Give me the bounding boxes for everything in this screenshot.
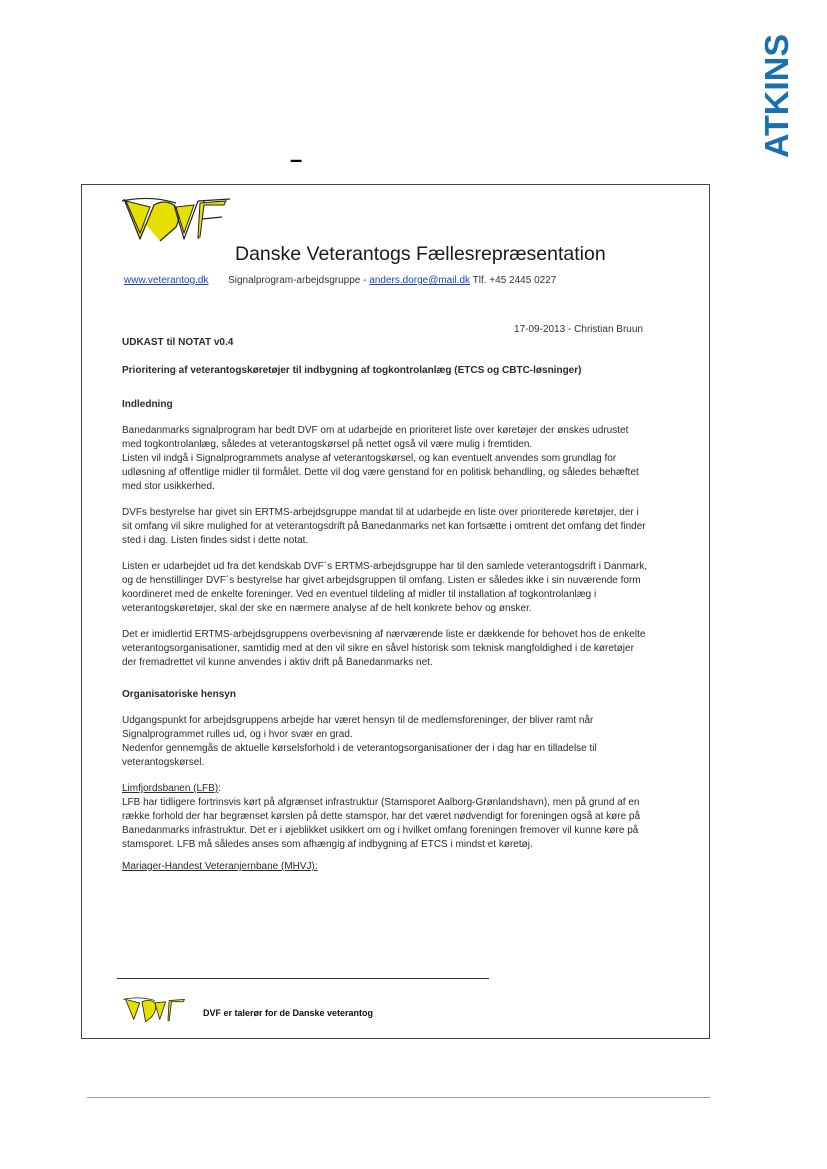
lfb-paragraph: LFB har tidligere fortrinsvis kørt på afgrænset infrastruktur (Stamsporet Aalborg-Grønlandshavn), men på grund af en række forhold der har begrænset kørslen på dette stamspor, har det været nødvendigt for foreningen også at køre på Banedanmarks infrastruktur. Det er i øjeblikket usikkert om og i hvilket omfang foreningen fremover vil kunne køre på stamsporet. LFB må således anses som afhængig af indbygning af ETCS i mindst et køretøj. (122, 797, 641, 850)
document-body (122, 336, 650, 874)
intro-paragraph-3: DVFs bestyrelse har givet sin ERTMS-arbejdsgruppe mandat til at udarbejde en liste over prioriterede køretøjer, der i sit omfang vil sikre mulighed for at veterantogsdrift på Banedanmarks net kan fortsætte i omtrent det omfang det finder sted i dag. Listen findes sidst i dette notat. (122, 507, 646, 546)
intro-paragraph-1: Banedanmarks signalprogram har bedt DVF om at udarbejde en prioriteret liste over køretøjer der ønskes udrustet med togkontrolanlæg, således at veterantogskørsel på nettet også vil være mulig i fremtiden. (122, 425, 629, 450)
intro-paragraph-5: Det er imidlertid ERTMS-arbejdsgruppens overbevisning af nærværende liste er dækkende for behovet hos de enkelte veterantogsorganisationer, samtidig med at den vil sikre en såvel historisk som teknisk mangfoldighed i de køretøjer der fremadrettet vil kunne anvendes i aktiv drift på Banedanmarks net. (122, 629, 646, 668)
org-heading: Organisatoriske hensyn (122, 689, 236, 700)
dvf-logo-small-icon (122, 987, 188, 1033)
lfb-heading-line (122, 782, 650, 796)
group-label: Signalprogram-arbejdsgruppe - (228, 275, 367, 286)
lfb-heading-colon: : (218, 783, 221, 794)
intro-paragraph-2: Listen vil indgå i Signalprogrammets analyse af veterantogskørsel, og kan eventuelt anvendes som grundlag for udløsning af offentlige midler til formålet. Dette vil dog være genstand for en politisk behandling, og således behæftet med stor usikkerhed. (122, 453, 639, 492)
atkins-logo (740, 30, 800, 160)
email-link[interactable]: anders.dorge@mail.dk (369, 275, 471, 286)
header-dash: – (290, 147, 303, 172)
embedded-letter-image (81, 184, 710, 1039)
document-title: UDKAST til NOTAT v0.4 (122, 337, 234, 348)
page-footer-rule (87, 1097, 710, 1098)
letterhead-contact (124, 275, 556, 286)
mhvj-heading: Mariager-Handest Veteranjernbane (MHVJ): (122, 861, 318, 872)
org-paragraph-1: Udgangspunkt for arbejdsgruppens arbejde har været hensyn til de medlemsforeninger, der bliver ramt når Signalprogrammet rulles ud, og i hvor svær en grad. (122, 715, 594, 740)
dvf-logo-icon (120, 193, 232, 245)
phone-text: Tlf. +45 2445 0227 (472, 275, 557, 286)
document-date: 17-09-2013 - Christian Bruun (514, 324, 643, 335)
intro-paragraph-4: Listen er udarbejdet ud fra det kendskab DVF´s ERTMS-arbejdsgruppe har til den samlede veterantogsdrift i Danmark, og de henstillinger DVF´s bestyrelse har givet arbejdsgruppen til omfang. Listen er således ikke i sin nuværende form koordineret med de enkelte foreninger. Ved en eventuel tildeling af midler til installation af togkontrolanlæg i veterantogskøretøjer, skal der ske en nærmere analyse af de helt konkrete behov og ønsker. (122, 561, 648, 614)
website-link[interactable]: www.veterantog.dk (124, 275, 209, 286)
intro-heading: Indledning (122, 399, 173, 410)
document-subject: Prioritering af veterantogskøretøjer til indbygning af togkontrolanlæg (ETCS og CBTC-løsninger) (122, 365, 582, 376)
footer-tagline: DVF er talerør for de Danske veterantog (203, 1008, 374, 1018)
footer-divider (117, 978, 489, 979)
lfb-heading: Limfjordsbanen (LFB) (122, 783, 219, 794)
org-paragraph-2: Nedenfor gennemgås de aktuelle kørselsforhold i de veterantogsorganisationer der i dag har en tilladelse til veterantogskørsel. (122, 743, 597, 768)
org-name-heading: Danske Veterantogs Fællesrepræsentation (235, 243, 606, 265)
atkins-logo-text: ATKINS (758, 37, 795, 158)
